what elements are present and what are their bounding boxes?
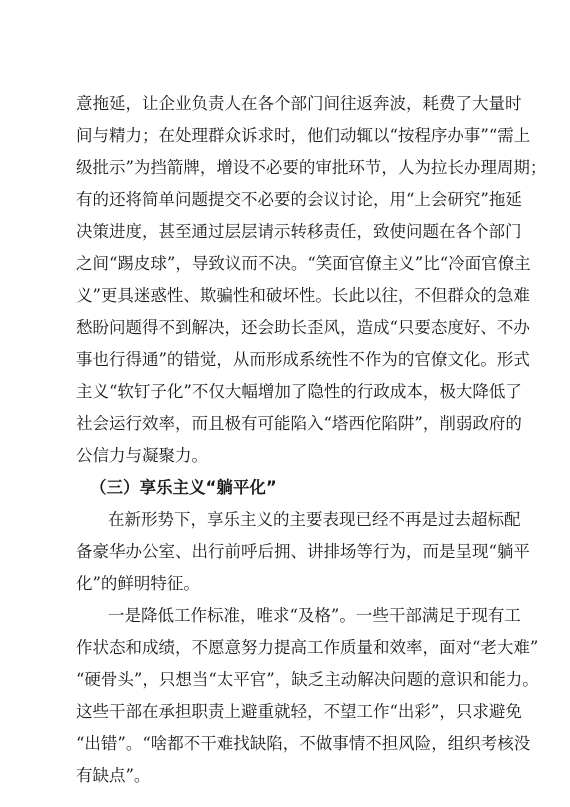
paragraph-line: 级批示”为挡箭牌，增设不必要的审批环节，人为拉长办理周期； <box>76 158 547 177</box>
paragraph-line: 事也行得通”的错觉，从而形成系统性不作为的官僚文化。形式 <box>76 350 530 369</box>
paragraph-line: 主义“软钉子化”不仅大幅增加了隐性的行政成本，极大降低了 <box>76 382 522 401</box>
paragraph-line: 备豪华办公室、出行前呼后拥、讲排场等行为，而是呈现“躺平 <box>76 542 530 561</box>
paragraph-line: 意拖延，让企业负责人在各个部门间往返奔波，耗费了大量时 <box>76 94 522 113</box>
paragraph-line: 作状态和成绩，不愿意努力提高工作质量和效率，面对“老大难” <box>76 638 539 657</box>
paragraph-line: 有缺点”。 <box>76 766 151 785</box>
paragraph-line: 之间“踢皮球”，导致议而不决。“笑面官僚主义”比“冷面官僚主 <box>76 254 531 273</box>
paragraph-line: 义”更具迷惑性、欺骗性和破坏性。长此以往，不但群众的急难 <box>76 286 530 305</box>
paragraph-line: 社会运行效率，而且极有可能陷入“塔西佗陷阱”，削弱政府的 <box>76 414 522 433</box>
paragraph-line: “出错”。“啥都不干难找缺陷，不做事情不担风险，组织考核没 <box>76 734 531 753</box>
paragraph-line: 愁盼问题得不到解决，还会助长歪风，造成“只要态度好、不办 <box>76 318 530 337</box>
section-heading: （三）享乐主义“躺平化” <box>90 478 277 497</box>
paragraph-line: 化”的鲜明特征。 <box>76 574 200 593</box>
paragraph-line: 决策进度，甚至通过层层请示转移责任，致使问题在各个部门 <box>76 222 522 241</box>
paragraph-line: 一是降低工作标准，唯求“及格”。一些干部满足于现有工 <box>108 606 521 625</box>
paragraph-line: 在新形势下，享乐主义的主要表现已经不再是过去超标配 <box>108 510 521 529</box>
paragraph-line: “硬骨头”，只想当“太平官”，缺乏主动解决问题的意识和能力。 <box>76 670 539 689</box>
paragraph-line: 公信力与凝聚力。 <box>76 446 208 465</box>
paragraph-line: 间与精力；在处理群众诉求时，他们动辄以“按程序办事”“需上 <box>76 126 531 145</box>
paragraph-line: 有的还将简单问题提交不必要的会议讨论，用“上会研究”拖延 <box>76 190 522 209</box>
paragraph-line: 这些干部在承担职责上避重就轻，不望工作“出彩”，只求避免 <box>76 702 522 721</box>
